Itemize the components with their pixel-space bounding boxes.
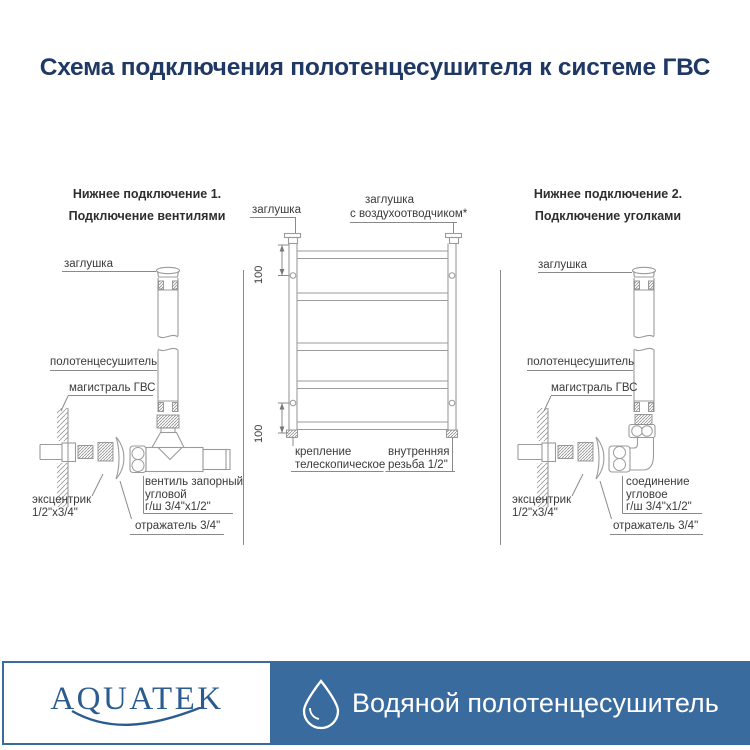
page-title: Схема подключения полотенцесушителя к системе ГВС (39, 54, 711, 81)
dimension-top-value: 100 (253, 265, 265, 284)
left-label-cap: заглушка (64, 258, 113, 270)
towel-rail-drawing (285, 234, 462, 438)
middle-label-thread: внутренняя резьба 1/2" (388, 446, 450, 471)
right-label-cap: заглушка (538, 259, 587, 271)
middle-label-bracket: крепление телескопическое (295, 446, 386, 471)
dimension-top (278, 245, 290, 276)
left-wall-drawing (40, 408, 76, 507)
left-label-rail: полотенцесушитель (50, 356, 158, 368)
left-label-eccentric: эксцентрик 1/2"x3/4" (32, 494, 92, 519)
dimension-bottom (278, 403, 290, 433)
right-label-rail: полотенцесушитель (527, 356, 635, 368)
middle-label-cap-right-1: заглушка (365, 194, 414, 206)
right-label-elbow: соединение угловое г/ш 3/4"x1/2" (626, 476, 692, 513)
left-label-reflector: отражатель 3/4" (135, 520, 221, 532)
right-elbow-drawing (558, 415, 655, 480)
logo-wave-swoosh (52, 707, 227, 733)
right-label-reflector: отражатель 3/4" (613, 520, 699, 532)
right-label-main: магистраль ГВС (551, 382, 638, 394)
left-heading-2: Подключение вентилями (68, 209, 226, 223)
right-label-eccentric: эксцентрик 1/2"x3/4" (512, 494, 572, 519)
right-heading-2: Подключение уголками (534, 209, 682, 223)
brand-logo-text: AQUATEK (50, 681, 224, 717)
middle-diagram-drawing (250, 218, 462, 472)
middle-label-cap-right-2: с воздухоотводчиком* (350, 208, 468, 220)
water-drop-icon (298, 678, 344, 730)
dimension-bottom-value: 100 (253, 424, 265, 443)
middle-label-cap-left: заглушка (252, 204, 301, 216)
left-pipe-drawing (157, 267, 180, 412)
right-heading-1: Нижнее подключение 2. (533, 187, 683, 201)
left-valve-drawing (78, 415, 230, 479)
brand-logo-box (2, 661, 272, 745)
footer-product-label: Водяной полотенцесушитель (352, 688, 719, 718)
left-heading-1: Нижнее подключение 1. (72, 187, 222, 201)
left-label-valve: вентиль запорный угловой г/ш 3/4"x1/2" (145, 476, 244, 513)
left-label-main: магистраль ГВС (69, 382, 156, 394)
right-wall-drawing (518, 408, 556, 507)
